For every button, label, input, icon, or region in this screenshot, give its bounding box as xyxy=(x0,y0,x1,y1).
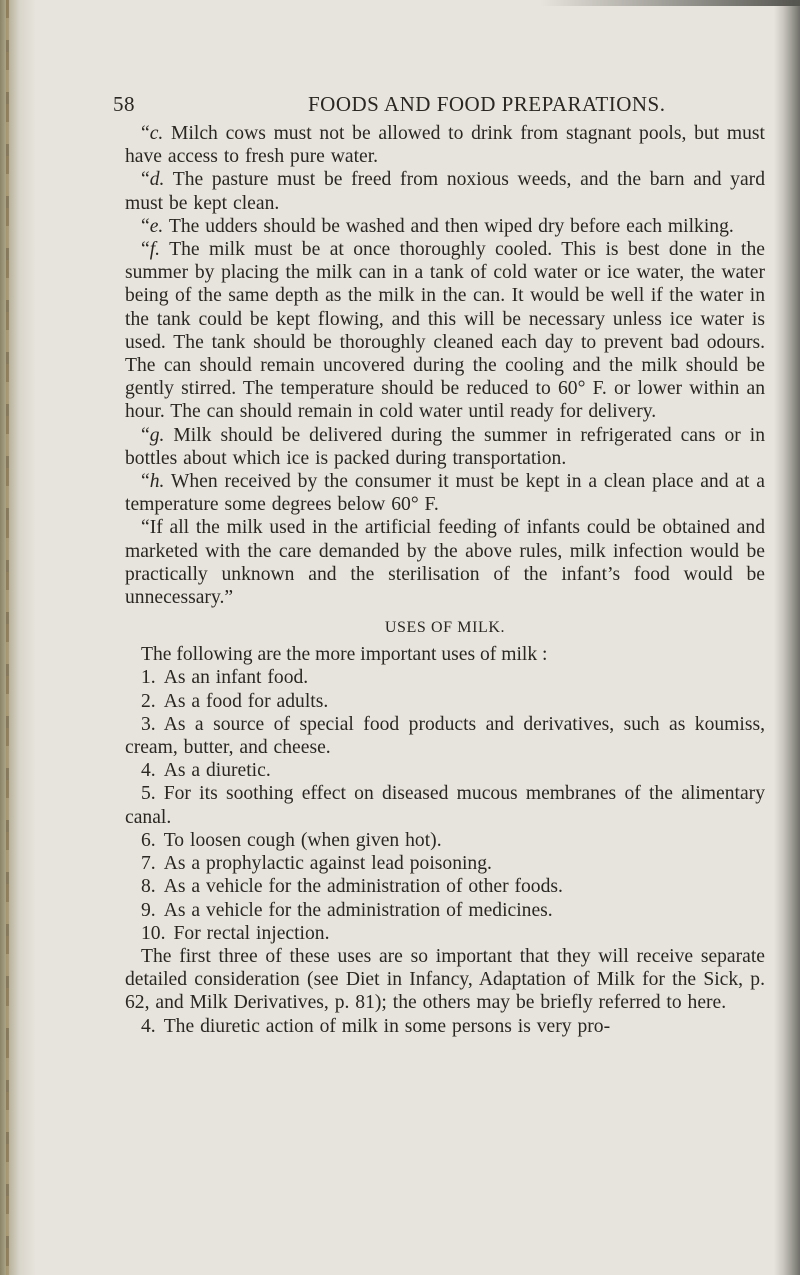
item-text: As a vehicle for the administration of medicines. xyxy=(163,899,553,921)
list-item xyxy=(125,782,765,828)
list-item xyxy=(125,852,765,875)
rule-letter: e. xyxy=(149,215,164,237)
rule-paragraph: “g. Milk should be delivered during the summer in refrigerated cans or in bottles about which ice is packed during transportation. xyxy=(125,424,765,469)
list-item xyxy=(125,759,765,782)
section-heading: USES OF MILK. xyxy=(384,619,506,637)
item-number: 5. xyxy=(141,783,156,805)
section-intro: The following are the more important uses of milk : xyxy=(141,644,548,666)
list-item xyxy=(125,690,765,713)
rule-paragraph: “f. The milk must be at once thoroughly cooled. This is best done in the summer by placing the milk can in a tank of cold water or ice water, the water being of the same depth as the milk in the can. It would be well if the water in the tank could be kept flowing, and this will be necessary unless ice water is used. The tank should be thoroughly cleaned each day to prevent bad odours. The can should remain uncovered during the cooling and the milk should be gently stirred. The temperature should be reduced to 60° F. or lower within an hour. The can should remain in cold water until ready for delivery. xyxy=(125,239,765,423)
rule-text: When received by the consumer it must be kept in a clean place and at a temperature some degrees below 60° F. xyxy=(125,471,765,516)
summary-paragraph: The first three of these uses are so important that they will receive separate detailed consideration (see Diet in Infancy, Adaptation of Milk for the Sick, p. 62, and Milk Derivatives, p. 81); the others may be briefly referred to here. xyxy=(125,945,765,1014)
list-item xyxy=(125,666,765,689)
item-number: 1. xyxy=(141,667,156,689)
item-number: 2. xyxy=(141,690,156,712)
closing-quote-paragraph: “If all the milk used in the artificial feeding of infants could be obtained and marketed with the care demanded by the above rules, milk infection would be practically unknown and the sterilisation of the infant’s food would be unnecessary.” xyxy=(125,517,765,609)
item-text: As a source of special food products and derivatives, such as koumiss, cream, butter, and cheese. xyxy=(125,713,765,759)
page-number: 58 xyxy=(113,92,135,116)
item-number: 6. xyxy=(141,829,156,851)
item-text: As a diuretic. xyxy=(163,760,271,782)
item-number: 9. xyxy=(141,899,156,921)
item-number: 7. xyxy=(141,853,156,875)
rule-letter: c. xyxy=(149,123,164,144)
item-number: 4. xyxy=(141,1015,156,1037)
rule-text: Milk should be delivered during the summer in refrigerated cans or in bottles about which ice is packed during transportation. xyxy=(125,424,765,469)
rule-letter: h. xyxy=(149,471,165,493)
list-item xyxy=(125,875,765,898)
running-head xyxy=(113,92,765,122)
item-text: As an infant food. xyxy=(163,667,309,689)
rule-text: The milk must be at once thoroughly cooled. This is best done in the summer by placing the milk can in a tank of cold water or ice water, the water being of the same depth as the milk in the can. It would be well if the water in the tank could be kept flowing, and this will be necessary unless ice water is used. The tank should be thoroughly cleaned each day to prevent bad odours. The can should remain uncovered during the cooling and the milk should be gently stirred. The temperature should be reduced to 60° F. or lower within an hour. The can should remain in cold water until ready for delivery. xyxy=(125,239,765,423)
item-text: For rectal injection. xyxy=(173,922,330,944)
item-text: As a prophylactic against lead poisoning. xyxy=(163,853,492,875)
rule-paragraph: “h. When received by the consumer it must be kept in a clean place and at a temperature some degrees below 60° F. xyxy=(125,471,765,516)
item-text: As a food for adults. xyxy=(163,690,329,712)
book-page xyxy=(113,92,765,1038)
uses-list xyxy=(125,666,765,944)
list-item xyxy=(125,713,765,759)
list-item xyxy=(125,922,765,945)
item-number: 8. xyxy=(141,876,156,898)
item-text: For its soothing effect on diseased mucous membranes of the alimentary canal. xyxy=(125,783,765,828)
book-binding-left xyxy=(0,0,36,1275)
item-text: To loosen cough (when given hot). xyxy=(163,829,442,851)
rule-text: The pasture must be freed from noxious weeds, and the barn and yard must be kept clean. xyxy=(125,169,765,214)
rule-letter: f. xyxy=(149,239,161,261)
rule-letter: g. xyxy=(149,424,165,446)
rule-paragraph: “d. The pasture must be freed from noxious weeds, and the barn and yard must be kept clean. xyxy=(125,169,765,214)
rule-text: The udders should be washed and then wiped dry before each milking. xyxy=(163,215,734,237)
item-number: 10. xyxy=(141,922,166,944)
rule-paragraph: “e. The udders should be washed and then wiped dry before each milking. xyxy=(141,215,734,237)
continued-paragraph xyxy=(125,1015,765,1038)
list-item xyxy=(125,899,765,922)
item-text: The diuretic action of milk in some persons is very pro- xyxy=(163,1015,611,1037)
running-head-title: FOODS AND FOOD PREPARATIONS. xyxy=(308,92,666,116)
rule-letter: d. xyxy=(149,169,165,191)
rule-paragraph: “c. Milch cows must not be allowed to drink from stagnant pools, but must have access to fresh pure water. xyxy=(125,123,765,168)
scan-shadow xyxy=(540,0,800,6)
list-item xyxy=(125,829,765,852)
item-number: 3. xyxy=(141,713,156,735)
item-text: As a vehicle for the administration of other foods. xyxy=(163,876,563,898)
item-number: 4. xyxy=(141,760,156,782)
rule-text: Milch cows must not be allowed to drink from stagnant pools, but must have access to fresh pure water. xyxy=(125,123,765,168)
book-binding-right xyxy=(774,0,800,1275)
